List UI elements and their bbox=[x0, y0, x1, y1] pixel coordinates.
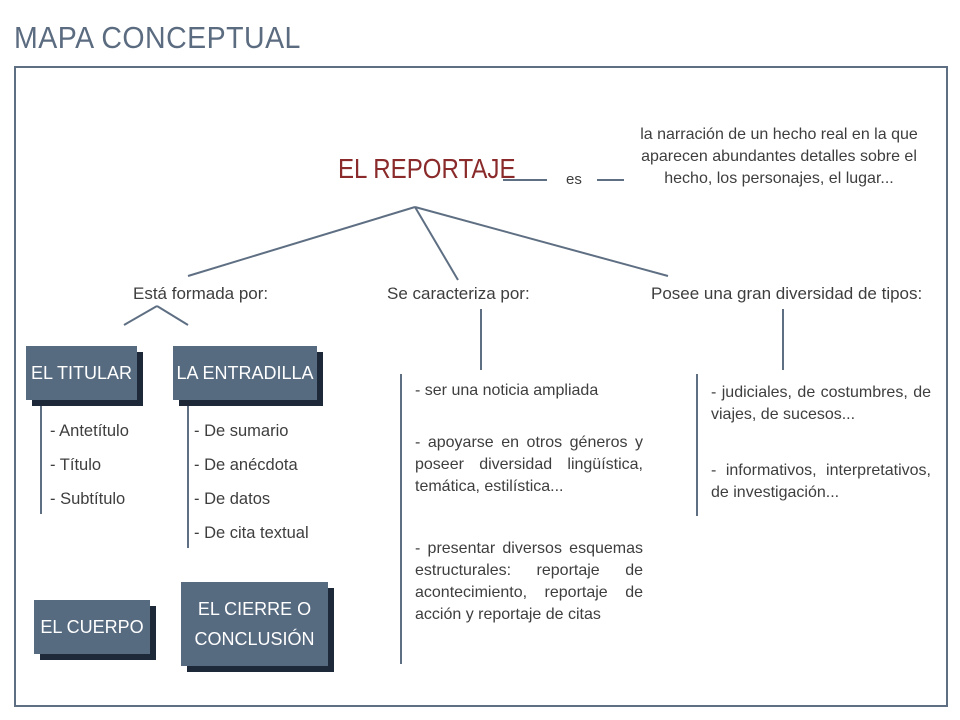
list-item: - Antetítulo bbox=[50, 422, 129, 440]
types-item: - judiciales, de costumbres, de viajes, de sucesos... bbox=[711, 384, 931, 423]
branch-line-types bbox=[415, 207, 668, 276]
list-item: - De sumario bbox=[194, 422, 289, 440]
box-titular: EL TITULAR bbox=[26, 346, 137, 400]
features-item: - apoyarse en otros géneros y poseer diversidad lingüística, temática, estilística... bbox=[415, 434, 643, 495]
split-line-titular bbox=[124, 306, 157, 325]
list-item: - Título bbox=[50, 456, 102, 474]
features-item: - ser una noticia ampliada bbox=[415, 382, 599, 399]
branch-line-structure bbox=[188, 207, 415, 276]
box-cierre: EL CIERRE O CONCLUSIÓN bbox=[181, 582, 328, 666]
box-entradilla: LA ENTRADILLA bbox=[173, 346, 317, 400]
branch-label-features: Se caracteriza por: bbox=[387, 284, 530, 303]
list-item: - De cita textual bbox=[194, 524, 309, 542]
types-item: - informativos, interpretativos, de investigación... bbox=[711, 462, 931, 501]
features-item: - presentar diversos esquemas estructurales: reportaje de acontecimiento, reportaje de acción y reportaje de citas bbox=[415, 540, 643, 623]
list-item: - De anécdota bbox=[194, 456, 298, 474]
box-cuerpo: EL CUERPO bbox=[34, 600, 150, 654]
page-title: MAPA CONCEPTUAL bbox=[14, 20, 301, 55]
list-item: - De datos bbox=[194, 490, 271, 508]
split-line-entradilla bbox=[157, 306, 188, 325]
definition-text: la narración de un hecho real en la que aparecen abundantes detalles sobre el hecho, los personajes, el lugar... bbox=[640, 126, 918, 187]
branch-label-structure: Está formada por: bbox=[133, 284, 269, 303]
branch-label-types: Posee una gran diversidad de tipos: bbox=[651, 284, 923, 303]
connector-label: es bbox=[566, 171, 582, 188]
list-item: - Subtítulo bbox=[50, 490, 126, 508]
main-concept: EL REPORTAJE bbox=[338, 153, 516, 184]
